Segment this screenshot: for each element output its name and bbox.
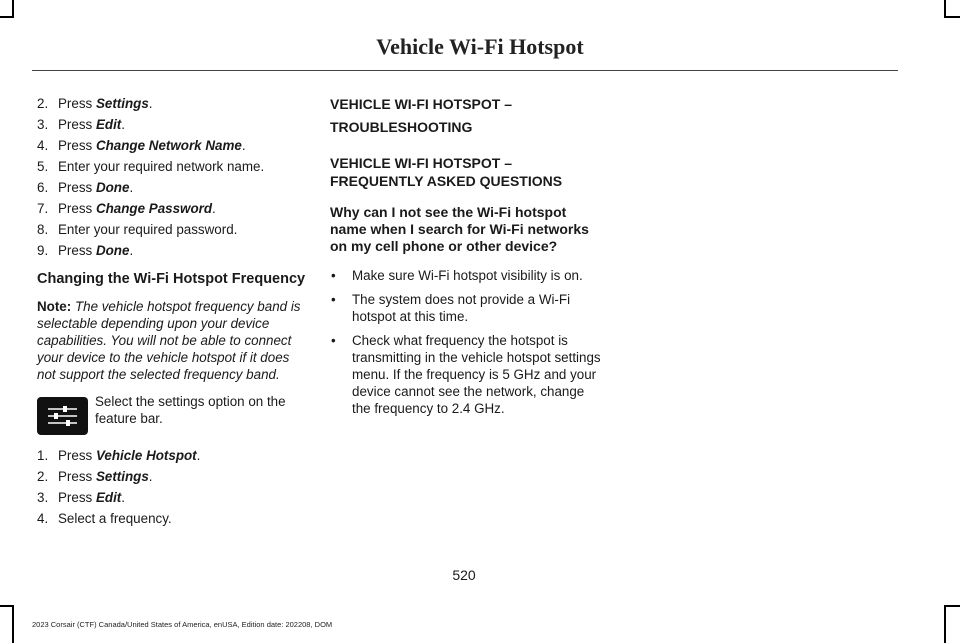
step-item: 1. Press Vehicle Hotspot. bbox=[37, 448, 201, 463]
right-column bbox=[330, 95, 602, 424]
crop-mark-bottom-left-horizontal bbox=[0, 605, 14, 607]
faq-heading: VEHICLE WI-FI HOTSPOT – FREQUENTLY ASKED QUESTIONS bbox=[330, 155, 563, 189]
step-item: 2. Press Settings. bbox=[37, 469, 153, 484]
troubleshooting-heading-line-1: VEHICLE WI-FI HOTSPOT – bbox=[330, 96, 513, 112]
step-item: 8. Enter your required password. bbox=[37, 222, 238, 237]
troubleshooting-heading-line-2: TROUBLESHOOTING bbox=[330, 119, 473, 135]
step-item: 4. Press Change Network Name. bbox=[37, 138, 246, 153]
step-item: 9. Press Done. bbox=[37, 243, 134, 258]
settings-instruction-row bbox=[37, 393, 307, 437]
step-item: 3. Press Edit. bbox=[37, 117, 125, 132]
settings-instruction-text: Select the settings option on the feature bar. bbox=[95, 394, 286, 426]
step-item: 3. Press Edit. bbox=[37, 490, 125, 505]
steps-list-frequency bbox=[37, 447, 307, 527]
crop-mark-bottom-right-vertical bbox=[944, 605, 946, 643]
crop-mark-bottom-right-horizontal bbox=[944, 605, 960, 607]
step-item: 6. Press Done. bbox=[37, 180, 134, 195]
faq-question: Why can I not see the Wi-Fi hotspot name when I search for Wi-Fi networks on my cell phone or other device? bbox=[330, 204, 589, 254]
step-item: 7. Press Change Password. bbox=[37, 201, 216, 216]
crop-mark-bottom-left-vertical bbox=[12, 605, 14, 643]
page-number: 520 bbox=[452, 567, 476, 583]
section-subheading: Changing the Wi-Fi Hotspot Frequency bbox=[37, 271, 306, 287]
crop-mark-top-right-horizontal bbox=[944, 16, 960, 18]
answer-bullet-list bbox=[330, 267, 602, 417]
steps-list-network bbox=[37, 95, 307, 259]
step-item: 2. Press Settings. bbox=[37, 96, 153, 111]
step-item: 5. Enter your required network name. bbox=[37, 159, 265, 174]
header-divider bbox=[32, 70, 898, 71]
list-item: • Make sure Wi-Fi hotspot visibility is on. bbox=[331, 268, 583, 283]
note-paragraph: Note: The vehicle hotspot frequency band is selectable depending upon your device capabilities. You will not be able to connect your device to the vehicle hotspot if it does not support the selected frequency band. bbox=[37, 299, 301, 382]
list-item: • Check what frequency the hotspot is transmitting in the vehicle hotspot settings menu. If the frequency is 5 GHz and your device cannot see the network, change the frequency to 2.4 GHz. bbox=[331, 333, 601, 416]
settings-sliders-icon bbox=[37, 397, 88, 435]
page-title: Vehicle Wi-Fi Hotspot bbox=[376, 34, 584, 59]
step-item: 4. Select a frequency. bbox=[37, 511, 172, 526]
crop-mark-top-left-horizontal bbox=[0, 16, 14, 18]
list-item: • The system does not provide a Wi-Fi hotspot at this time. bbox=[331, 292, 571, 324]
left-column bbox=[37, 95, 307, 531]
edition-footer: 2023 Corsair (CTF) Canada/United States of America, enUSA, Edition date: 202208, DOM bbox=[32, 620, 333, 629]
